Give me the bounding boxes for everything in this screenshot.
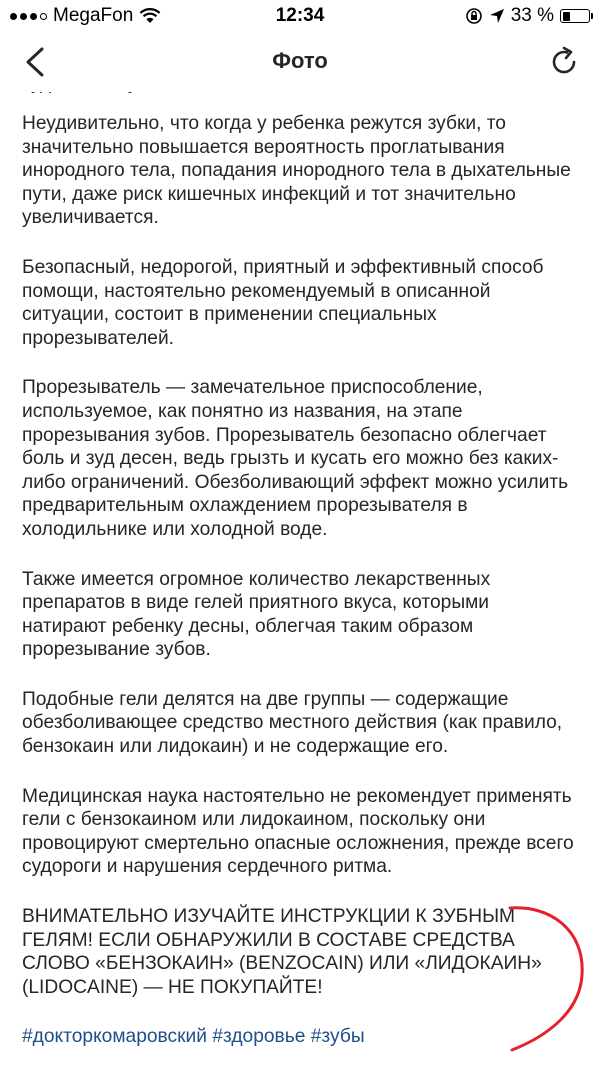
caption-paragraph: Безопасный, недорогой, приятный и эффективный способ помощи, настоятельно рекомендуемый в описанной ситуации, состоит в применении специальных прорезывателей. [22, 256, 544, 349]
battery-percent: 33 % [510, 5, 554, 26]
hashtag-link[interactable]: #здоровье [212, 1026, 306, 1048]
back-chevron-icon[interactable] [22, 46, 48, 78]
orientation-lock-icon [465, 7, 483, 25]
caption-paragraph: Прорезыватель — замечательное приспособление, используемое, как понятно из названия, на этапе прорезывания зубов. Прорезыватель безопасно облегчает боль и зуд десен, ведь грызть и кусать его можно без каких-либо ограничений. Обезболивающий эффект можно усилить предварительным охлаждением прорезывателя в холодильнике или холодной воде. [22, 377, 569, 540]
post-caption [22, 72, 578, 1049]
page-title: Фото [272, 48, 328, 73]
location-arrow-icon [489, 8, 505, 24]
caption-paragraph: Подобные гели делятся на две группы — содержащие обезболивающее средство местного действия (как правило, бензокаин или лидокаин) и не содержащие его. [22, 688, 563, 758]
status-right [465, 5, 590, 27]
navigation-bar [0, 32, 600, 92]
battery-icon [560, 9, 590, 23]
status-bar [0, 0, 600, 32]
caption-warning: ВНИМАТЕЛЬНО ИЗУЧАЙТЕ ИНСТРУКЦИИ К ЗУБНЫМ ГЕЛЯМ! ЕСЛИ ОБНАРУЖИЛИ В СОСТАВЕ СРЕДСТВА СЛОВО «БЕНЗОКАИН» (BENZOCAIN) ИЛИ «ЛИДОКАИН» (LIDOCAINE) — НЕ ПОКУПАЙТЕ! [22, 906, 542, 998]
caption-paragraph: Неудивительно, что когда у ребенка режутся зубки, то значительно повышается вероятность проглатывания инородного тела, попадания инородного тела в дыхательные пути, даже риск кишечных инфекций и тот значительно увеличивается. [22, 113, 571, 229]
status-time: 12:34 [275, 5, 325, 26]
hashtag-link[interactable]: #зубы [310, 1026, 365, 1048]
carrier-name: MegaFon [53, 5, 134, 26]
refresh-icon[interactable] [548, 46, 580, 78]
hashtag-list [22, 1025, 578, 1049]
battery-fill [563, 12, 571, 21]
caption-paragraph: Также имеется огромное количество лекарственных препаратов в виде гелей приятного вкуса, которыми натирают ребенку десны, облегчая таким образом прорезывание зубов. [22, 568, 491, 661]
caption-paragraph: Медицинская наука настоятельно не рекомендует применять гели с бензокаином или лидокаином, поскольку они провоцируют смертельно опасные осложнения, прежде всего судороги и нарушения сердечного ритма. [22, 785, 574, 878]
hashtag-link[interactable]: #докторкомаровский [22, 1026, 207, 1048]
